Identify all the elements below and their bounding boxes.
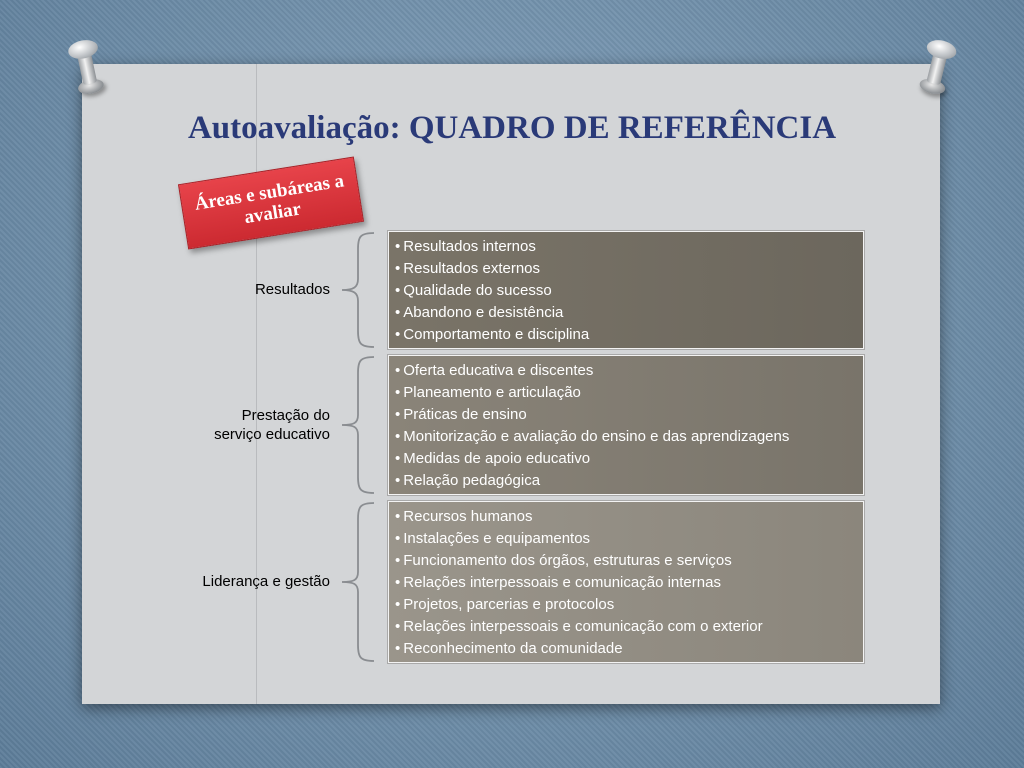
slide-title: Autoavaliação: QUADRO DE REFERÊNCIA: [187, 110, 837, 146]
area-label-lideranca: Liderança e gestão: [202, 573, 330, 590]
subareas-box-resultados: [388, 231, 864, 349]
list-item: • Relação pedagógica: [395, 470, 857, 492]
pushpin-icon: [916, 37, 959, 99]
list-item: • Reconhecimento da comunidade: [395, 638, 857, 660]
list-item: • Qualidade do sucesso: [395, 280, 857, 302]
subareas-box-prestacao: [388, 355, 864, 495]
list-item: • Instalações e equipamentos: [395, 528, 857, 550]
list-item: • Medidas de apoio educativo: [395, 448, 857, 470]
brace-icon: [338, 355, 378, 495]
list-item: • Práticas de ensino: [395, 404, 857, 426]
areas-tag-text: Áreas e subáreas a avaliar: [193, 170, 346, 229]
paper-fold-line: [256, 64, 257, 704]
list-item: • Planeamento e articulação: [395, 382, 857, 404]
list-item: • Funcionamento dos órgãos, estruturas e serviços: [395, 550, 857, 572]
list-item: • Comportamento e disciplina: [395, 324, 857, 346]
list-item: • Resultados internos: [395, 236, 857, 258]
subareas-box-lideranca: [388, 501, 864, 663]
list-item: • Monitorização e avaliação do ensino e das aprendizagens: [395, 426, 857, 448]
list-item: • Abandono e desistência: [395, 302, 857, 324]
brace-icon: [338, 231, 378, 349]
list-item: • Relações interpessoais e comunicação com o exterior: [395, 616, 857, 638]
list-item: • Oferta educativa e discentes: [395, 360, 857, 382]
list-item: • Projetos, parcerias e protocolos: [395, 594, 857, 616]
area-label-resultados: Resultados: [254, 281, 330, 298]
list-item: • Resultados externos: [395, 258, 857, 280]
brace-icon: [338, 501, 378, 663]
pushpin-icon: [67, 37, 108, 98]
area-label-prestacao: Prestação do serviço educativo: [214, 407, 330, 443]
list-item: • Relações interpessoais e comunicação internas: [395, 572, 857, 594]
list-item: • Recursos humanos: [395, 506, 857, 528]
